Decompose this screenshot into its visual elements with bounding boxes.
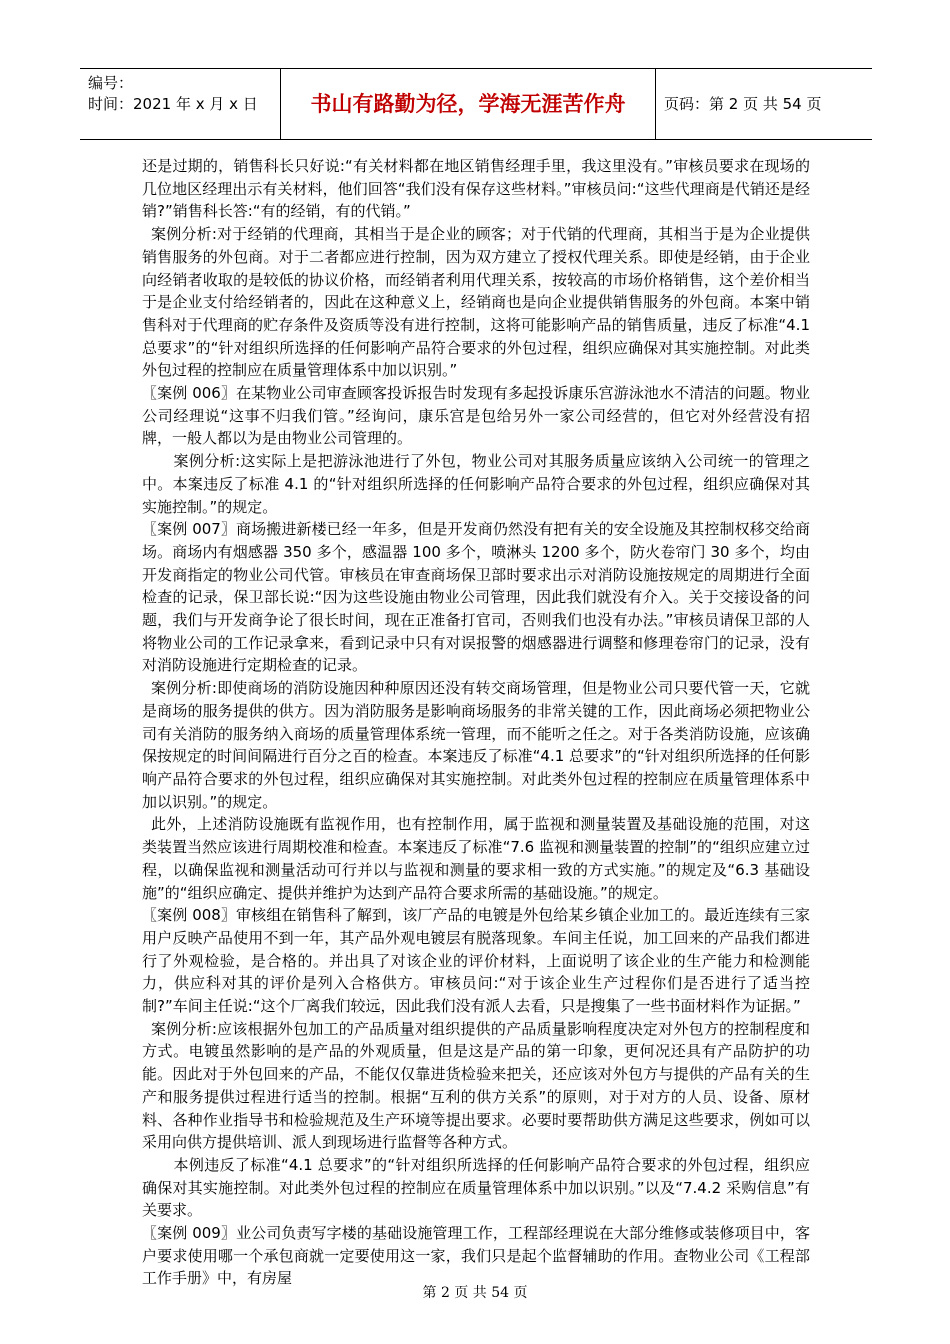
paragraph: 案例分析:应该根据外包加工的产品质量对组织提供的产品质量影响程度决定对外包方的控制程度和方式。电镀虽然影响的是产品的外观质量，但是这是产品的第一印象，更何况还具有产品防护的功能。因此对于外包回来的产品，不能仅仅靠进货检验来把关，还应该对外包方与提供的产品有关的生产和服务提供过程进行适当的控制。根据“互利的供方关系”的原则，对于对方的人员、设备、原材料、各种作业指导书和检验规范及生产环境等提出要求。必要时要帮助供方满足这些要求，例如可以采用向供方提供培训、派人到现场进行监督等各种方式。 (142, 1019, 810, 1152)
page-footer: 第 2 页 共 54 页 (422, 1285, 528, 1301)
page-header (80, 68, 872, 140)
paragraph: 〖案例 009〗业公司负责写字楼的基础设施管理工作，工程部经理说在大部分维修或装修项目中，客户要求使用哪一个承包商就一定要使用这一家，我们只是起个监督辅助的作用。查物业公司《工程部工作手册》中，有房屋 (142, 1224, 810, 1288)
header-motto: 书山有路勤为径，学海无涯苦作舟 (310, 91, 626, 116)
header-divider (655, 69, 656, 139)
paragraph: 案例分析:即使商场的消防设施因种种原因还没有转交商场管理，但是物业公司只要代管一天，它就是商场的服务提供的供方。因为消防服务是影响商场服务的非常关键的工作，因此商场必须把物业公司有关消防的服务纳入商场的质量管理体系统一管理，而不能听之任之。对于各类消防设施，应该确保按规定的时间间隔进行百分之百的检查。本案违反了标准“4.1 总要求”的“针对组织所选择的任何影响产品符合要求的外包过程，组织应确保对其实施控制。对此类外包过程的控制应在质量管理体系中加以识别。”的规定。 (142, 679, 810, 811)
paragraph: 此外，上述消防设施既有监视作用，也有控制作用，属于监视和测量装置及基础设施的范围，对这类装置当然应该进行周期校准和检查。本案违反了标准“7.6 监视和测量装置的控制”的“组织应建立过程，以确保监视和测量活动可行并以与监视和测量的要求相一致的方式实施。”的规定及“6.3 基础设施”的“组织应确定、提供并维护为达到产品符合要求所需的基础设施。”的规定。 (142, 815, 810, 902)
paragraph: 案例分析:对于经销的代理商，其相当于是企业的顾客；对于代销的代理商，其相当于是为企业提供销售服务的外包商。对于二者都应进行控制，因为双方建立了授权代理关系。即使是经销，由于企业向经销者收取的是较低的协议价格，而经销者利用代理关系，按较高的市场价格销售，这个差价相当于是企业支付给经销者的，因此在这种意义上，经销商也是向企业提供销售服务的外包商。本案中销售科对于代理商的贮存条件及资质等没有进行控制，这将可能影响产品的销售质量，违反了标准“4.1 总要求”的“针对组织所选择的任何影响产品符合要求的外包过程，组织应确保对其实施控制。对此类外包过程的控制应在质量管理体系中加以识别。” (142, 225, 810, 380)
paragraph: 〖案例 008〗审核组在销售科了解到，该厂产品的电镀是外包给某乡镇企业加工的。最近连续有三家用户反映产品使用不到一年，其产品外观电镀层有脱落现象。车间主任说，加工回来的产品我们都进行了外观检验，是合格的。并出具了对该企业的评价材料，上面说明了该企业的生产能力和检测能力，供应科对其的评价是列入合格供方。审核员问:“对于该企业生产过程你们是否进行了适当控制?”车间主任说:“这个厂离我们较远，因此我们没有派人去看，只是搜集了一些书面材料作为证据。” (142, 906, 810, 1016)
header-meta (88, 73, 278, 115)
date-label: 时间：2021 年 x 月 x 日 (88, 95, 258, 113)
header-page-info: 页码：第 2 页 共 54 页 (664, 95, 822, 113)
paragraph: 〖案例 006〗在某物业公司审查顾客投诉报告时发现有多起投诉康乐宫游泳池水不清洁的问题。物业公司经理说“这事不归我们管。”经询问，康乐宫是包给另外一家公司经营的，但它对外经营没有招牌，一般人都以为是由物业公司管理的。 (142, 384, 810, 448)
document-body (142, 155, 810, 1290)
paragraph: 〖案例 007〗商场搬进新楼已经一年多，但是开发商仍然没有把有关的安全设施及其控制权移交给商场。商场内有烟感器 350 多个，感温器 100 多个，喷淋头 1200 多个，防火卷帘门 30 多个，均由开发商指定的物业公司代管。审核员在审查商场保卫部时要求出示对消防设施按规定的周期进行全面检查的记录，保卫部长说:“因为这些设施由物业公司管理，因此我们就没有介入。关于交接设备的问题，我们与开发商争论了很长时间，现在正准备打官司，否则我们也没有办法。”审核员请保卫部的人将物业公司的工作记录拿来，看到记录中只有对误报警的烟感器进行调整和修理卷帘门的记录，没有对消防设施进行定期检查的记录。 (142, 520, 810, 675)
paragraph: 本例违反了标准“4.1 总要求”的“针对组织所选择的任何影响产品符合要求的外包过程，组织应确保对其实施控制。对此类外包过程的控制应在质量管理体系中加以识别。”以及“7.4.2 采购信息”有关要求。 (142, 1155, 810, 1220)
number-label: 编号： (88, 74, 134, 92)
paragraph: 案例分析:这实际上是把游泳池进行了外包，物业公司对其服务质量应该纳入公司统一的管理之中。本案违反了标准 4.1 的“针对组织所选择的任何影响产品符合要求的外包过程，组织应确保对其实施控制。”的规定。 (142, 452, 810, 516)
paragraph: 还是过期的，销售科长只好说:“有关材料都在地区销售经理手里，我这里没有。”审核员要求在现场的几位地区经理出示有关材料，他们回答“我们没有保存这些材料。”审核员问:“这些代理商是代销还是经销?”销售科长答:“有的经销，有的代销。” (142, 157, 810, 221)
